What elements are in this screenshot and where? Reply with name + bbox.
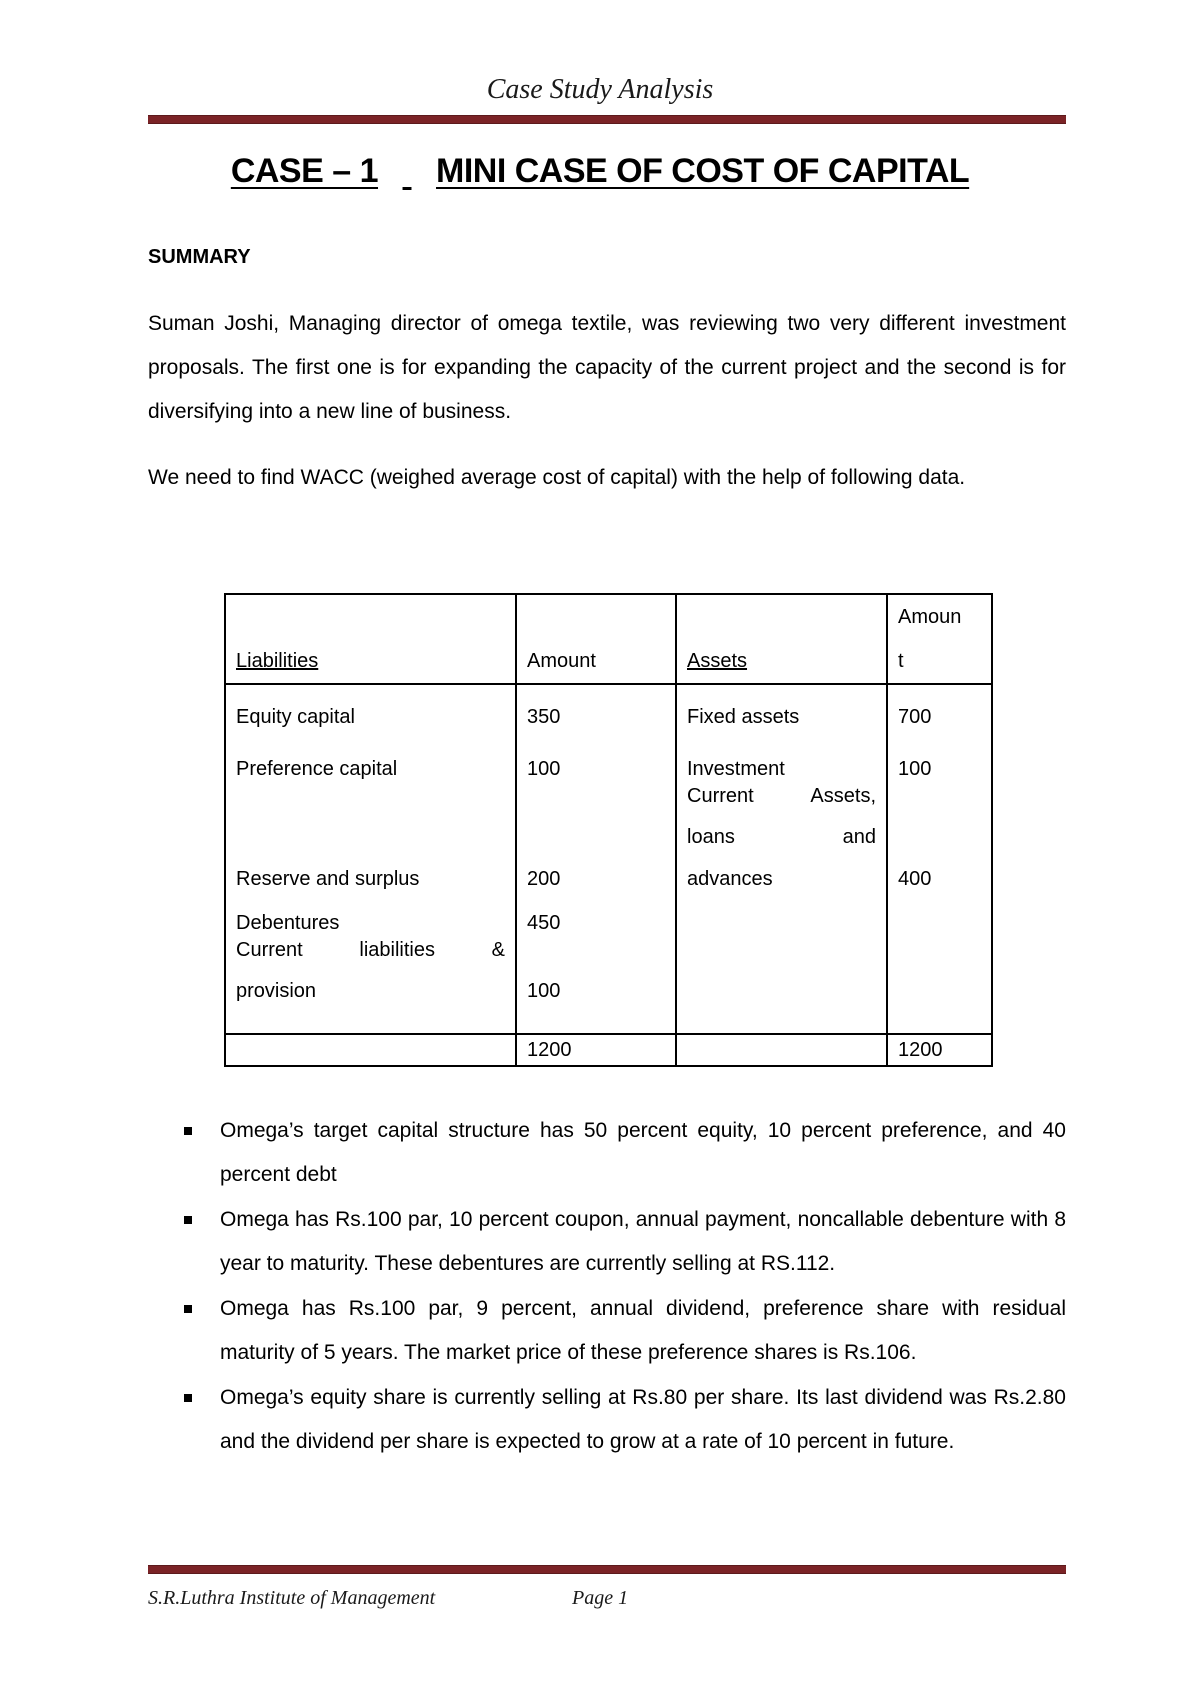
list-item: Omega has Rs.100 par, 9 percent, annual dividend, preference share with residual maturity of 5 years. The market price of these preference shares is Rs.106. [148,1287,1066,1375]
header-liabilities: Liabilities [225,594,516,684]
current-assets-line2: loans and [687,826,876,848]
footer-rule [148,1565,1066,1574]
table-total-row [225,1034,992,1066]
fixed-assets-label: Fixed assets [687,706,800,728]
header-title: Case Study Analysis [486,74,714,105]
reserve-surplus-label: Reserve and surplus [236,868,420,890]
total-empty-1 [225,1034,516,1066]
case-facts-list [148,1109,1066,1465]
summary-paragraph-2: We need to find WACC (weighed average cost of capital) with the help of following data. [148,466,966,489]
footer-page-number: Page 1 [572,1587,629,1609]
case-heading: MINI CASE OF COST OF CAPITAL [436,152,970,190]
list-item: Omega has Rs.100 par, 10 percent coupon, annual payment, noncallable debenture with 8 year to maturity. These debentures are currently selling at RS.112. [148,1198,1066,1286]
total-empty-2 [676,1034,887,1066]
investment-label: Investment [687,758,785,780]
summary-paragraph-1: Suman Joshi, Managing director of omega textile, was reviewing two very different investment proposals. The first one is for expanding the capacity of the current project and the second is for diversifying into a new line of business. [148,312,1066,423]
list-item: Omega’s target capital structure has 50 percent equity, 10 percent preference, and 40 percent debt [148,1109,1066,1197]
header-amount-assets: Amoun t [887,594,992,684]
assets-column [676,684,887,1034]
footer-institute: S.R.Luthra Institute of Management [148,1587,436,1609]
preference-capital-label: Preference capital [236,758,398,780]
balance-sheet-table [224,593,993,1067]
list-item: Omega’s equity share is currently selling at Rs.80 per share. Its last dividend was Rs.2.80 and the dividend per share is expected to grow at a rate of 10 percent in future. [148,1376,1066,1464]
case-title [0,152,1200,191]
bullet-square-icon [184,1216,192,1224]
bullet-square-icon [184,1127,192,1135]
investment-value: 100 [898,758,932,780]
assets-total: 1200 [887,1034,992,1066]
bullet-square-icon [184,1394,192,1402]
provision-label: provision [236,980,317,1002]
table-header-row [225,594,992,684]
fixed-assets-value: 700 [898,706,932,728]
equity-capital-label: Equity capital [236,706,355,728]
debentures-label: Debentures [236,912,340,934]
assets-amount-column [887,684,992,1034]
liabilities-column [225,684,516,1034]
liabilities-total: 1200 [516,1034,676,1066]
header-amount-liabilities: Amount [516,594,676,684]
bullet-square-icon [184,1305,192,1313]
equity-capital-value: 350 [527,706,561,728]
case-number: CASE – 1 [230,152,379,190]
current-assets-value: 400 [898,868,932,890]
header-assets: Assets [676,594,887,684]
summary-heading: SUMMARY [148,246,251,268]
reserve-surplus-value: 200 [527,868,561,890]
current-assets-line1: Current Assets, [687,785,876,807]
current-assets-line3: advances [687,868,773,890]
preference-capital-value: 100 [527,758,561,780]
current-liabilities-value: 100 [527,980,561,1002]
title-gap [378,152,436,191]
table-body-row [225,684,992,1034]
current-liabilities-label: Current liabilities & [236,939,505,961]
liabilities-amount-column [516,684,676,1034]
debentures-value: 450 [527,912,561,934]
header-rule [148,115,1066,124]
